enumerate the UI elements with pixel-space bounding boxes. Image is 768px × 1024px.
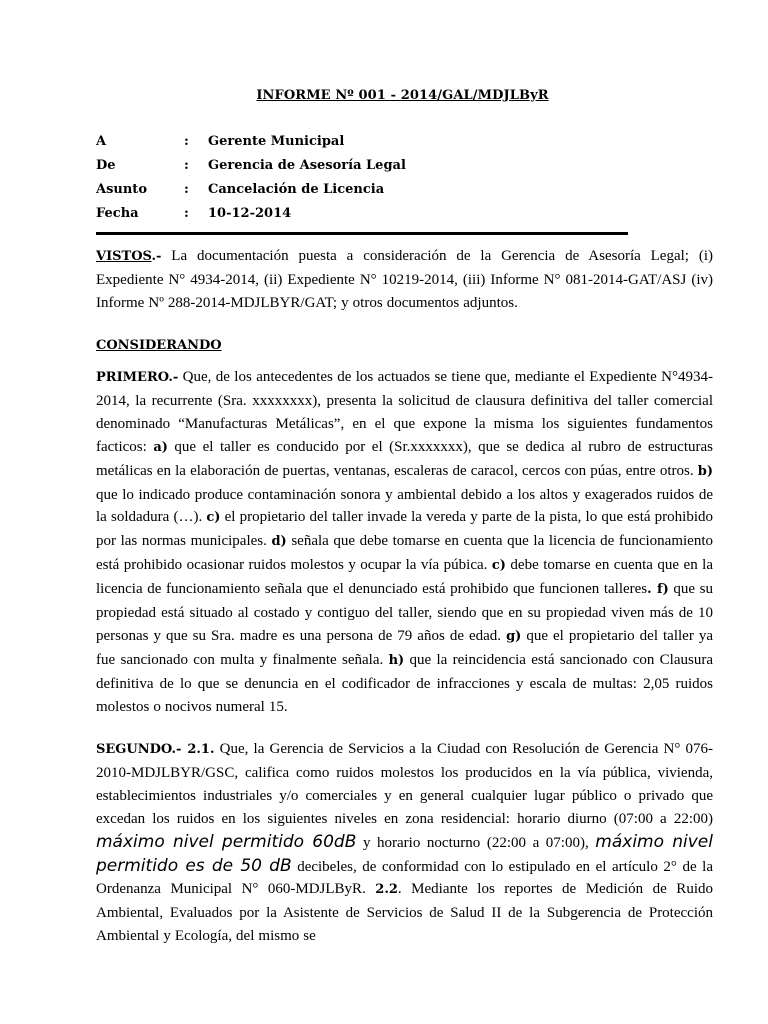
segundo-text: . Mediante los reportes de Medición de Ruido Ambiental, Evaluados por la Asistente de Servicios de Salud II de la Subgerencia de Protección Ambiental y Ecología, del mismo se xyxy=(96,881,713,945)
considerando-heading: CONSIDERANDO xyxy=(96,338,222,353)
segundo-label: SEGUNDO.- xyxy=(96,742,182,757)
header-key: De xyxy=(96,158,116,173)
segundo-text: Que, la Gerencia de Servicios a la Ciudad con Resolución de Gerencia N° 076-2010-MDJLBYR/GSC, califica como ruidos molestos los producidos en la vía pública, vivienda, establecimientos industriales y/o comerciales y en general cualquier lugar público o privado que excedan los ruidos en los siguientes niveles en zona residencial: horario diurno (07:00 a 22:00) xyxy=(96,741,714,827)
header-value: Cancelación de Licencia xyxy=(208,182,385,197)
header-key: Asunto xyxy=(96,182,147,197)
segundo-paragraph xyxy=(96,738,713,948)
primero-text: que la reincidencia está sancionado con Clausura definitiva de lo que se denuncia en el codificador de infracciones y escala de multas: 2,05 ruidos molestos o nocivos numeral 15. xyxy=(96,651,713,715)
section-number: 2.1. xyxy=(181,742,215,757)
header-sep: : xyxy=(184,158,189,173)
segundo-text: decibeles, de conformidad con lo estipulado en el artículo 2° de la Ordenanza Municipal N° 060-MDJLByR. xyxy=(96,858,713,898)
header-key: A xyxy=(96,134,107,149)
primero-text: que su propiedad está situado al costado y contiguo del taller, siendo que en su propiedad viven más de 10 personas y que su Sra. madre es una persona de 79 años de edad. xyxy=(96,581,713,644)
header-value: 10-12-2014 xyxy=(208,206,292,221)
primero-label: PRIMERO.- xyxy=(96,370,179,385)
primero-text: que el taller es conducido por el (Sr.xxxxxxx), que se dedica al rubro de estructuras metálicas en la elaboración de puertas, ventanas, escaleras de caracol, cercos con púas, entre otros. xyxy=(96,438,713,479)
header-divider xyxy=(96,232,628,235)
header-value: Gerente Municipal xyxy=(208,134,345,149)
header-key: Fecha xyxy=(96,206,139,221)
header-sep: : xyxy=(184,182,189,197)
primero-text: señala que debe tomarse en cuenta que la licencia de funcionamiento está prohibido ocasionar ruidos molestos y ocupar la vía púbica. xyxy=(96,533,713,574)
segundo-text: y horario nocturno (22:00 a 07:00), xyxy=(356,834,596,851)
primero-text: que el propietario del taller ya fue sancionado con multa y finalmente señala. xyxy=(96,627,713,668)
item-marker: h) xyxy=(388,652,405,668)
header-sep: : xyxy=(184,206,189,221)
vistos-paragraph xyxy=(96,245,713,315)
section-number: 2.2 xyxy=(375,882,398,898)
item-marker: c) xyxy=(491,558,506,574)
primero-text: que lo indicado produce contaminación sonora y ambiental debido a los altos y exagerados ruidos de la soldadura (…). xyxy=(96,486,713,526)
primero-text: debe tomarse en cuenta que en la licencia de funcionamiento señala que el denunciado está prohibido que funcionen talleres xyxy=(96,557,713,598)
item-marker: b) xyxy=(697,463,713,479)
header-value: Gerencia de Asesoría Legal xyxy=(208,158,406,173)
emphasis-text: máximo nivel permitido es de 50 dB xyxy=(96,831,713,876)
item-marker: a) xyxy=(153,439,168,455)
header-sep: : xyxy=(184,134,189,149)
item-marker: c) xyxy=(206,510,221,526)
vistos-suffix: .- xyxy=(151,249,162,264)
report-title: INFORME Nº 001 - 2014/GAL/MDJLByR xyxy=(256,88,549,103)
emphasis-text: máximo nivel permitido 60dB xyxy=(96,831,357,852)
item-marker: . f) xyxy=(647,582,669,598)
item-marker: g) xyxy=(506,628,522,644)
vistos-text: La documentación puesta a consideración de la Gerencia de Asesoría Legal; (i) Expediente N° 4934-2014, (ii) Expediente N° 10219-2014, (iii) Informe N° 081-2014-GAT/ASJ (iv) Informe Nº 288-2014-MDJLBYR/GAT; y otros documentos adjuntos. xyxy=(96,248,713,311)
item-marker: d) xyxy=(271,534,287,550)
vistos-label: VISTOS xyxy=(96,249,152,264)
primero-text: Que, de los antecedentes de los actuados se tiene que, mediante el Expediente N°4934-2014, la recurrente (Sra. xxxxxxxx), presenta la solicitud de clausura definitiva del taller comercial denominado “Manufacturas Metálicas”, en el que expone la misma los siguientes fundamentos facticos: xyxy=(96,369,713,455)
primero-text: el propietario del taller invade la vereda y parte de la pista, lo que está prohibido por las normas municipales. xyxy=(96,509,713,550)
primero-paragraph xyxy=(96,366,713,719)
